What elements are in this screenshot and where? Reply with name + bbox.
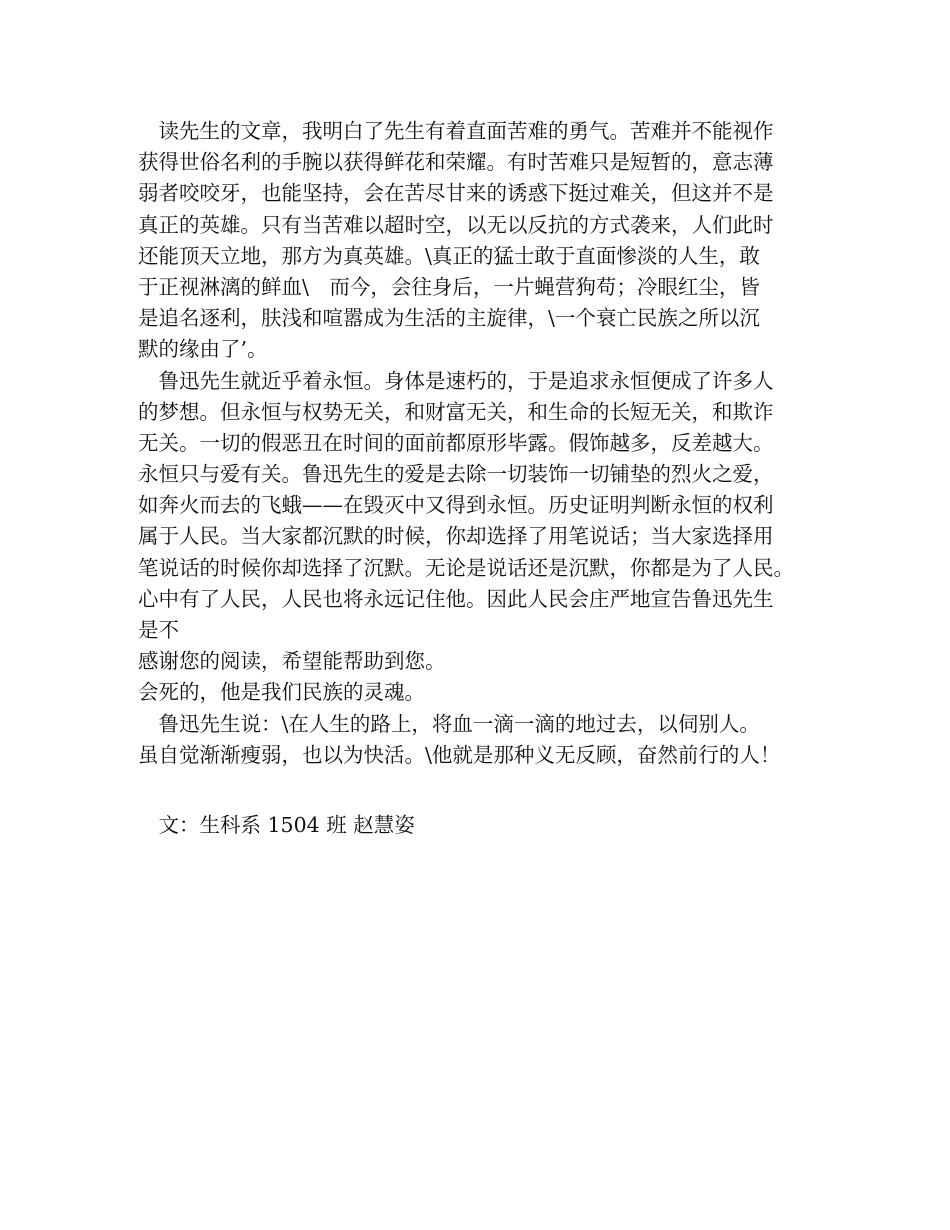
paragraph-line: 还能顶天立地，那方为真英雄。\真正的猛士敢于直面惨淡的人生，敢: [138, 243, 760, 268]
paragraph-line: 永恒只与爱有关。鲁迅先生的爱是去除一切装饰一切铺垫的烈火之爱，: [138, 462, 774, 487]
paragraph-line: 是不: [138, 618, 179, 642]
paragraph-line: 弱者咬咬牙，也能坚持，会在苦尽甘来的诱惑下挺过难关，但这并不是: [138, 181, 774, 206]
paragraph-line: 如奔火而去的飞蛾——在毁灭中又得到永恒。历史证明判断永恒的权利: [138, 493, 774, 518]
paragraph-line: 默的缘由了’。: [138, 337, 268, 362]
paragraph-line: 心中有了人民，人民也将永远记住他。因此人民会庄严地宣告鲁迅先生: [138, 586, 774, 611]
paragraph-line: 无关。一切的假恶丑在时间的面前都原形毕露。假饰越多，反差越大。: [138, 430, 774, 455]
paragraph-line: 获得世俗名利的手腕以获得鲜花和荣耀。有时苦难只是短暂的，意志薄: [138, 150, 774, 175]
document-body: [138, 116, 828, 841]
paragraph-1: [138, 116, 828, 366]
paragraph-3: [138, 709, 828, 771]
continuation-line: 会死的，他是我们民族的灵魂。: [138, 680, 425, 705]
author-line: 文：生科系 1504 班 赵慧姿: [138, 813, 415, 838]
paragraph-line: 真正的英雄。只有当苦难以超时空，以无以反抗的方式袭来，人们此时: [138, 212, 774, 237]
blank-line: [138, 771, 828, 802]
paragraph-line: 读先生的文章，我明白了先生有着直面苦难的勇气。苦难并不能视作: [138, 119, 774, 143]
paragraph-line: 虽自觉渐渐瘦弱，也以为快活。\他就是那种义无反顾，奋然前行的人！: [138, 742, 781, 767]
paragraph-line: 属于人民。当大家都沉默的时候，你却选择了用笔说话；当大家选择用: [138, 524, 774, 549]
paragraph-line: 的梦想。但永恒与权势无关，和财富无关，和生命的长短无关，和欺诈: [138, 399, 774, 424]
paragraph-line: 鲁迅先生说：\在人生的路上，将血一滴一滴的地过去，以伺别人。: [138, 711, 760, 736]
paragraph-2: [138, 366, 828, 647]
paragraph-line: 于正视淋漓的鲜血\ 而今，会往身后，一片蝇营狗苟；冷眼红尘，皆: [138, 274, 760, 299]
paragraph-line: 笔说话的时候你却选择了沉默。无论是说话还是沉默，你都是为了人民。: [138, 555, 794, 580]
paragraph-line: 是追名逐利，肤浅和喧嚣成为生活的主旋律，\一个衰亡民族之所以沉: [138, 306, 760, 331]
paragraph-line: 鲁迅先生就近乎着永恒。身体是速朽的，于是追求永恒便成了许多人: [138, 368, 774, 393]
inserted-note: 感谢您的阅读，希望能帮助到您。: [138, 649, 446, 674]
